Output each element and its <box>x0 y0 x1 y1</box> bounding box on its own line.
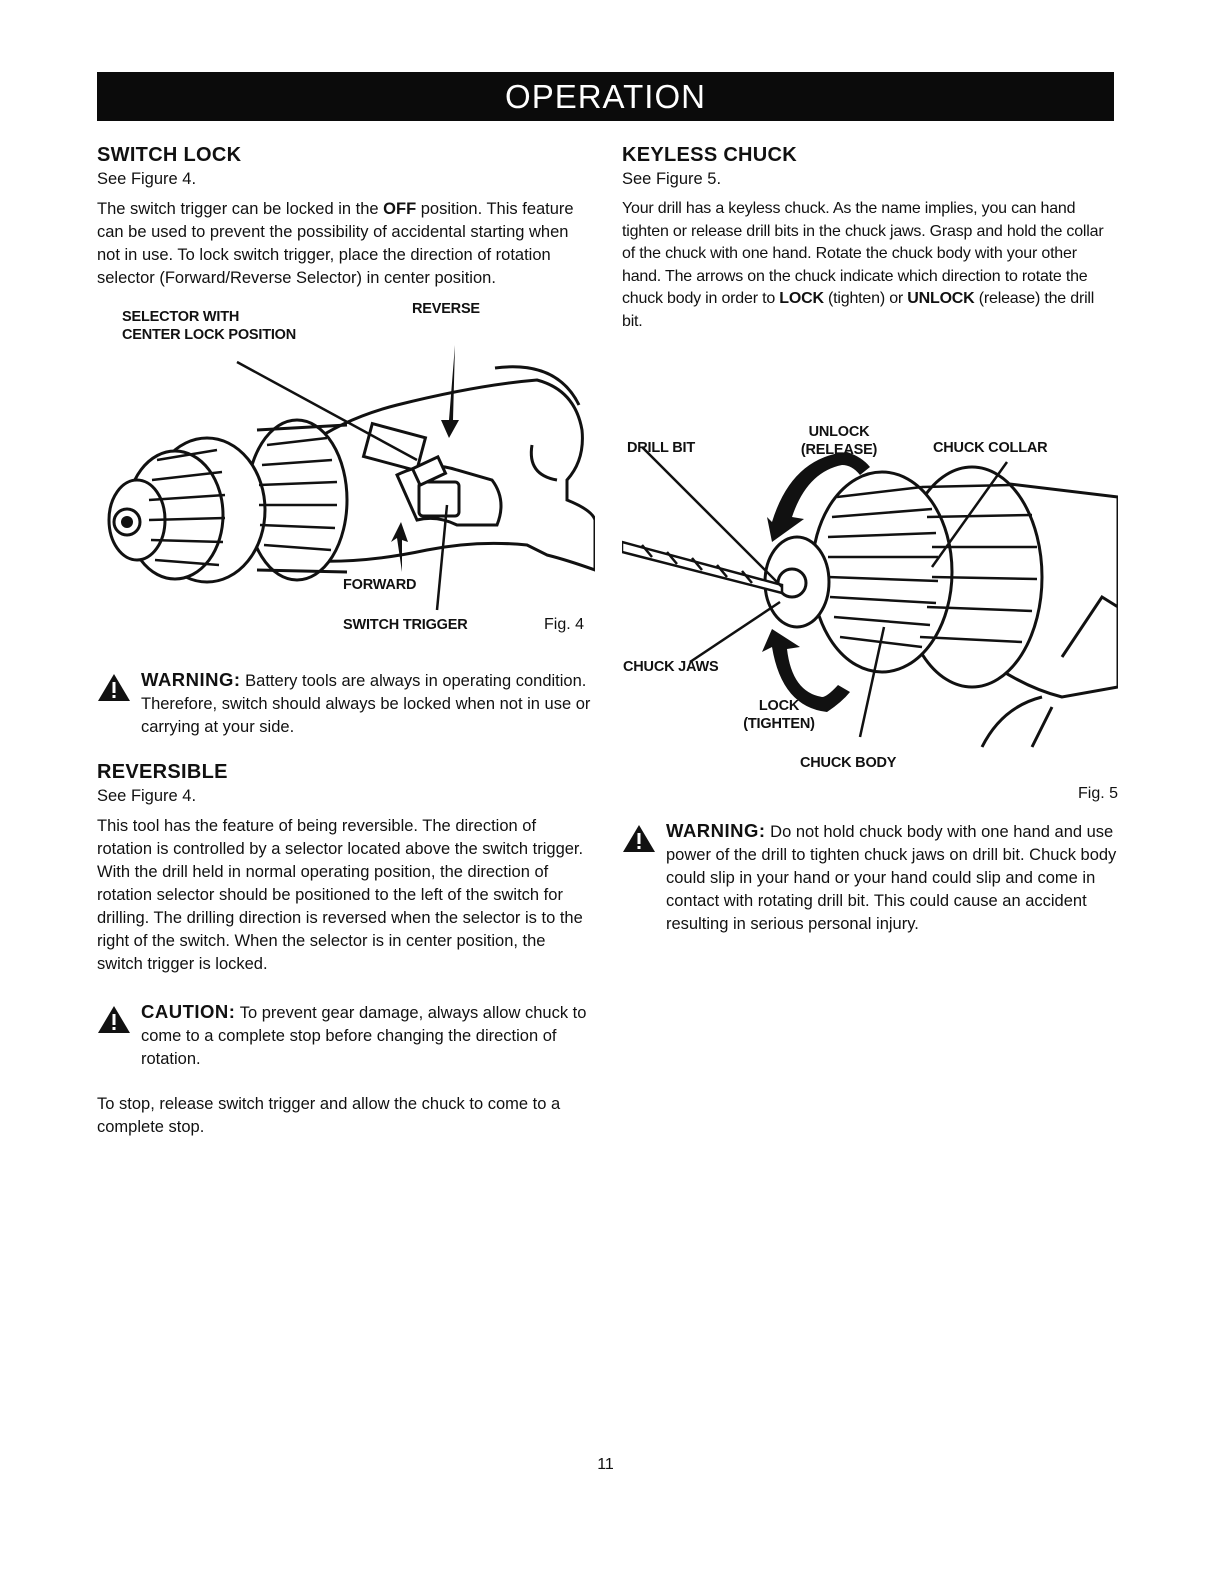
keyless-chuck-see-figure: See Figure 5. <box>622 170 722 188</box>
switch-lock-see-figure: See Figure 4. <box>97 170 197 188</box>
fig4-label: Fig. 4 <box>544 616 585 633</box>
callout-unlock-release: (RELEASE) <box>800 442 878 458</box>
callout-selector: SELECTOR WITH <box>122 309 240 325</box>
callout-lock-tighten: (TIGHTEN) <box>743 716 815 732</box>
figure-5 <box>622 357 1118 787</box>
callout-switch-trigger: SWITCH TRIGGER <box>343 617 468 633</box>
page-title: OPERATION <box>97 72 1114 121</box>
warning-triangle-icon <box>622 823 656 853</box>
warning-triangle-icon <box>97 672 131 702</box>
chuck-illustration-fig5 <box>622 357 1118 787</box>
callout-selector-center: CENTER LOCK POSITION <box>122 327 297 343</box>
reversible-body: This tool has the feature of being reversible. The direction of rotation is controlled by a selector located above the switch trigger. With the drill held in normal operating position, the direction of rotation selector should be positioned to the left of the switch for drilling. The drilling direction is reversed when the selector is to the right of the switch. When the selector is in center position, the switch trigger is locked. <box>97 817 584 973</box>
keyless-chuck-body: Your drill has a keyless chuck. As the name implies, you can hand tighten or release drill bits in the chuck jaws. Grasp and hold the collar of the chuck with one hand. Rotate the chuck body with your other hand. The arrows on the chuck indicate which direction to rotate the chuck body in order to LOCK (tighten) or UNLOCK (release) the drill bit. <box>622 200 1104 330</box>
stop-text: To stop, release switch trigger and allow the chuck to come to a complete stop. <box>97 1095 561 1136</box>
caution-triangle-icon <box>97 1004 131 1034</box>
callout-drill-bit: DRILL BIT <box>627 440 696 456</box>
keyless-chuck-heading: KEYLESS CHUCK <box>622 144 798 166</box>
drill-illustration-fig4 <box>97 310 595 658</box>
callout-reverse: REVERSE <box>412 301 480 317</box>
callout-chuck-jaws: CHUCK JAWS <box>623 659 719 675</box>
warning-chuck: WARNING: Do not hold chuck body with one hand and use power of the drill to tighten chuck jaws on drill bit. Chuck body could slip in your hand or your hand could slip and come in contact with rotating drill bit. This could cause an accident resulting in serious personal injury. <box>622 819 1118 936</box>
reversible-see-figure: See Figure 4. <box>97 787 197 805</box>
caution-notice: CAUTION: To prevent gear damage, always allow chuck to come to a complete stop before changing the direction of rotation. <box>97 1000 595 1071</box>
switch-lock-body: The switch trigger can be locked in the OFF position. This feature can be used to prevent the possibility of accidental starting when not in use. To lock switch trigger, place the direction of rotation selector (Forward/Reverse Selector) in center position. <box>97 200 574 287</box>
callout-chuck-body: CHUCK BODY <box>800 755 897 771</box>
figure-4 <box>97 301 595 658</box>
warning-battery: WARNING: Battery tools are always in operating condition. Therefore, switch should always be locked when not in use or carrying at your side. <box>97 668 595 739</box>
reversible-heading: REVERSIBLE <box>97 761 228 783</box>
callout-forward: FORWARD <box>343 577 417 593</box>
right-column <box>622 142 1118 936</box>
fig5-label: Fig. 5 <box>1077 785 1118 802</box>
switch-lock-heading: SWITCH LOCK <box>97 144 242 166</box>
callout-unlock: UNLOCK <box>808 424 870 440</box>
callout-chuck-collar: CHUCK COLLAR <box>933 440 1048 456</box>
page-number: 11 <box>597 1456 614 1473</box>
left-column <box>97 142 595 1139</box>
callout-lock: LOCK <box>758 698 800 714</box>
